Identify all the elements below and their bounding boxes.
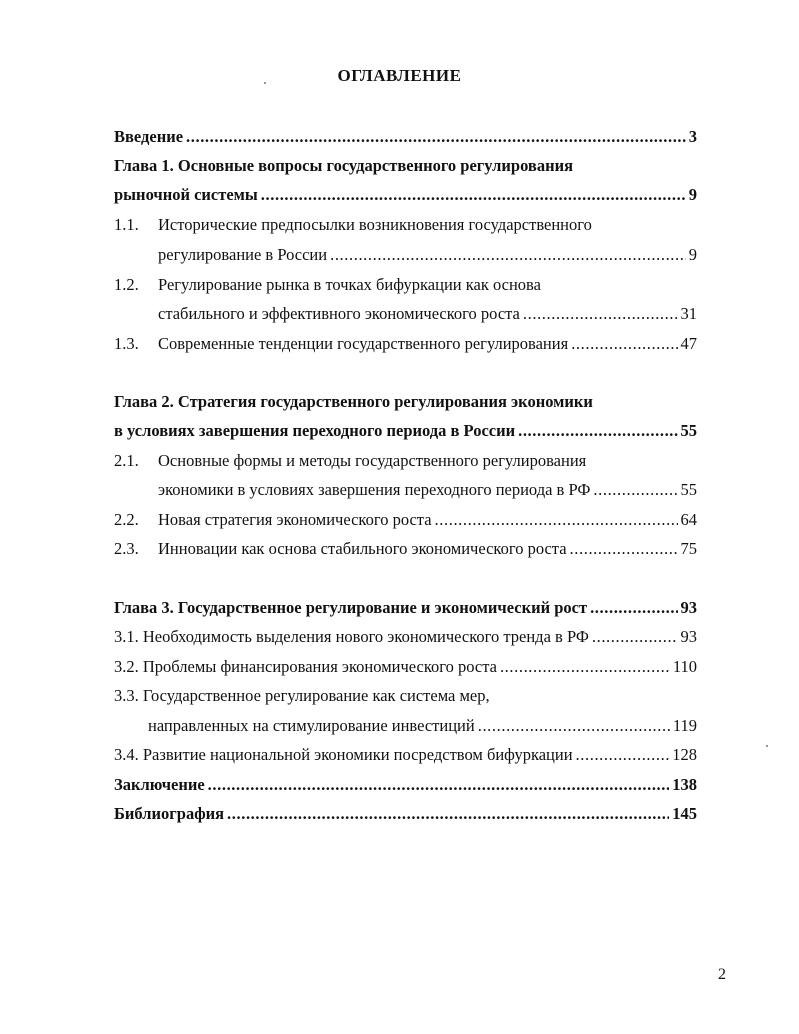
toc-entry-label: Глава 2. Стратегия государственного регулирования экономики (114, 392, 593, 411)
toc-page-number: 93 (680, 627, 697, 646)
toc-section-2-1-line2[interactable] (114, 477, 697, 503)
toc-entry-label: Заключение (114, 775, 205, 794)
toc-entry-label: Регулирование рынка в точках бифуркации как основа (158, 275, 541, 294)
toc-entry-label: Основные формы и методы государственного регулирования (158, 451, 587, 470)
toc-section-3-3-line1[interactable] (114, 683, 697, 709)
dot-leader (500, 654, 670, 680)
toc-section-number: 2.3. (114, 539, 139, 558)
dot-leader (186, 124, 686, 150)
toc-entry-conclusion[interactable] (114, 772, 697, 798)
toc-section-3-4[interactable] (114, 742, 697, 768)
toc-entry-intro[interactable] (114, 124, 697, 150)
scan-speck (766, 745, 768, 747)
toc-section-1-2-line1[interactable] (114, 272, 697, 298)
toc-page-number: 3 (688, 127, 697, 146)
dot-leader (576, 742, 670, 768)
toc-section-number: 2.1. (114, 451, 139, 470)
dot-leader (330, 242, 686, 268)
toc-page-number: 9 (688, 185, 697, 204)
toc-section-2-1-line1[interactable] (114, 448, 697, 474)
toc-entry-label: 3.3. Государственное регулирование как система мер, (114, 686, 490, 705)
toc-entry-label: стабильного и эффективного экономического роста (158, 304, 520, 323)
toc-section-3-1[interactable] (114, 624, 697, 650)
dot-leader (592, 624, 678, 650)
toc-entry-label: рыночной системы (114, 185, 258, 204)
toc-entry-label: Современные тенденции государственного регулирования (158, 334, 569, 353)
toc-page-number: 128 (672, 745, 697, 764)
dot-leader (593, 477, 677, 503)
page-title: ОГЛАВЛЕНИЕ (337, 66, 462, 85)
toc-page-number: 75 (680, 539, 697, 558)
toc-entry-label: Глава 3. Государственное регулирование и экономический рост (114, 598, 588, 617)
toc-entry-label: 3.4. Развитие национальной экономики посредством бифуркации (114, 745, 573, 764)
toc-section-1-3[interactable] (114, 331, 697, 357)
toc-entry-label: Введение (114, 127, 184, 146)
dot-leader (523, 301, 678, 327)
page-number: 2 (718, 966, 726, 983)
toc-entry-label: 3.1. Необходимость выделения нового экономического тренда в РФ (114, 627, 589, 646)
toc-entry-label: Исторические предпосылки возникновения государственного (158, 215, 592, 234)
toc-chapter-3[interactable] (114, 595, 697, 621)
dot-leader (571, 331, 677, 357)
toc-page-number: 64 (680, 510, 697, 529)
dot-leader (518, 418, 677, 444)
toc-section-number: 1.2. (114, 275, 139, 294)
toc-page-number: 55 (680, 421, 697, 440)
scan-speck (264, 82, 266, 84)
toc-page-number: 55 (680, 480, 697, 499)
toc-page-number: 119 (672, 716, 697, 735)
toc-section-1-1-line2[interactable] (114, 242, 697, 268)
toc-section-number: 2.2. (114, 510, 139, 529)
toc-entry-label: направленных на стимулирование инвестиций (148, 716, 475, 735)
toc-entry-label: экономики в условиях завершения переходного периода в РФ (158, 480, 591, 499)
dot-leader (261, 182, 686, 208)
toc-chapter-1-line2[interactable] (114, 182, 697, 208)
toc-section-3-2[interactable] (114, 654, 697, 680)
toc-page-number: 9 (688, 245, 697, 264)
toc-section-number: 1.3. (114, 334, 139, 353)
dot-leader (227, 801, 669, 827)
toc-page-number: 110 (672, 657, 697, 676)
toc-entry-label: Библиография (114, 804, 225, 823)
toc-section-number: 1.1. (114, 215, 139, 234)
dot-leader (208, 772, 670, 798)
toc-section-2-3[interactable] (114, 536, 697, 562)
toc-section-1-1-line1[interactable] (114, 212, 697, 238)
dot-leader (478, 713, 670, 739)
toc-page-number: 138 (672, 775, 697, 794)
toc-page-number: 31 (680, 304, 697, 323)
toc-entry-label: 3.2. Проблемы финансирования экономического роста (114, 657, 497, 676)
toc-entry-label: регулирование в России (158, 245, 328, 264)
toc-page-number: 47 (680, 334, 697, 353)
toc-chapter-1-line1[interactable] (114, 153, 697, 179)
dot-leader (435, 507, 678, 533)
toc-entry-label: Новая стратегия экономического роста (158, 510, 432, 529)
toc-entry-label: Глава 1. Основные вопросы государственного регулирования (114, 156, 574, 175)
toc-page-number: 145 (672, 804, 697, 823)
toc-entry-label: Инновации как основа стабильного экономического роста (158, 539, 567, 558)
toc-section-1-2-line2[interactable] (114, 301, 697, 327)
dot-leader (590, 595, 677, 621)
toc-chapter-2-line1[interactable] (114, 389, 697, 415)
toc-chapter-2-line2[interactable] (114, 418, 697, 444)
toc-section-3-3-line2[interactable] (114, 713, 697, 739)
toc-section-2-2[interactable] (114, 507, 697, 533)
dot-leader (570, 536, 678, 562)
toc-page-number: 93 (680, 598, 697, 617)
toc-entry-bibliography[interactable] (114, 801, 697, 827)
toc-entry-label: в условиях завершения переходного периода в России (114, 421, 516, 440)
